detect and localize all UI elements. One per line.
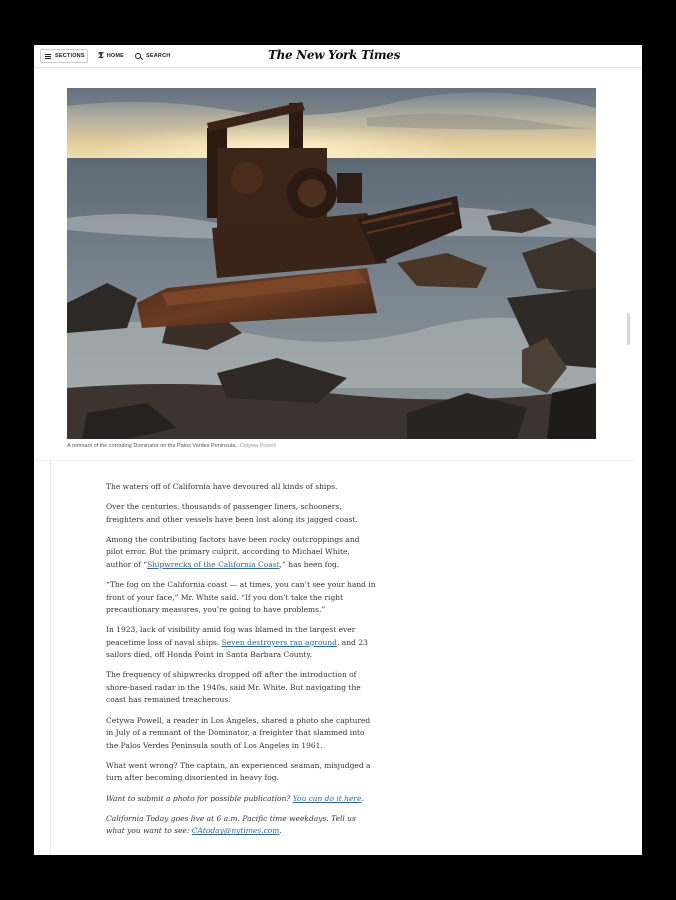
- paragraph-text: ,” has been fog.: [279, 559, 340, 569]
- shipwreck-photo-image: [67, 88, 596, 439]
- article-page: [34, 45, 642, 855]
- photo-credit: Cetywa Powell: [239, 443, 276, 449]
- article-paragraph: Over the centuries, thousands of passenger liners, schooners, freighters and other vessels have been lost along its jagged coast.: [106, 502, 358, 524]
- paragraph-text: .: [361, 793, 364, 803]
- divider: [50, 460, 51, 855]
- article-paragraph: The frequency of shipwrecks dropped off after the introduction of shore-based radar in the 1940s, said Mr. White. But navigating the coast has remained treacherous.: [106, 670, 361, 705]
- top-navigation-bar: [34, 45, 642, 68]
- sections-label: SECTIONS: [55, 53, 85, 59]
- article-paragraph: [106, 624, 376, 662]
- divider: [34, 460, 634, 461]
- caption-text: A remnant of the corroding Dominator on the Palos Verdes Peninsula.: [67, 443, 237, 449]
- photo-caption: [67, 443, 607, 449]
- paragraph-text: Among the contributing factors have been rocky outcroppings and pilot error. But the primary culprit, according to Michael White, author of “: [106, 534, 360, 569]
- paragraph-text: Want to submit a photo for possible publication?: [106, 793, 293, 803]
- article-paragraph: [106, 813, 376, 838]
- article-body: [106, 481, 376, 845]
- article-paragraph: [106, 793, 376, 806]
- article-paragraph: “The fog on the California coast — at times, you can’t see your hand in front of your face,” Mr. White said. “If you don’t take the right precautionary measures, you’re going to have problems.”: [106, 580, 376, 615]
- paragraph-text: .: [279, 826, 282, 836]
- submit-photo-link[interactable]: You can do it here: [292, 793, 362, 803]
- article-paragraph: What went wrong? The captain, an experienced seaman, misjudged a turn after becoming disoriented in heavy fog.: [106, 760, 371, 783]
- paragraph-text: California Today goes live at 6 a.m. Pacific time weekdays. Tell us what you want to see:: [106, 813, 356, 836]
- search-label: SEARCH: [146, 53, 171, 59]
- paragraph-text: In 1923, lack of visibility amid fog was blamed in the largest ever peacetime loss of naval ships.: [106, 625, 356, 647]
- email-link[interactable]: CAtoday@nytimes.com: [191, 826, 280, 836]
- article-paragraph: The waters off of California have devoured all kinds of ships.: [106, 482, 338, 491]
- nyt-masthead-logo[interactable]: The New York Times: [267, 48, 401, 62]
- paragraph-text: , and 23 sailors died, off Honda Point in Santa Barbara County.: [106, 637, 368, 660]
- seven-destroyers-link[interactable]: Seven destroyers ran aground: [221, 637, 337, 647]
- nyt-t-logo-icon: 𝕿: [98, 50, 104, 61]
- article-paragraph: Cetywa Powell, a reader in Los Angeles, shared a photo she captured in July of a remnant of the Dominator, a freighter that slammed into the Palos Verdes Peninsula south of Los Angeles in 1961.: [106, 715, 371, 750]
- scrollbar-thumb[interactable]: [627, 313, 630, 345]
- article-paragraph: [106, 534, 376, 572]
- home-label: HOME: [106, 53, 125, 59]
- shipwrecks-book-link[interactable]: Shipwrecks of the California Coast: [147, 559, 280, 569]
- shipwreck-photo: [67, 88, 596, 439]
